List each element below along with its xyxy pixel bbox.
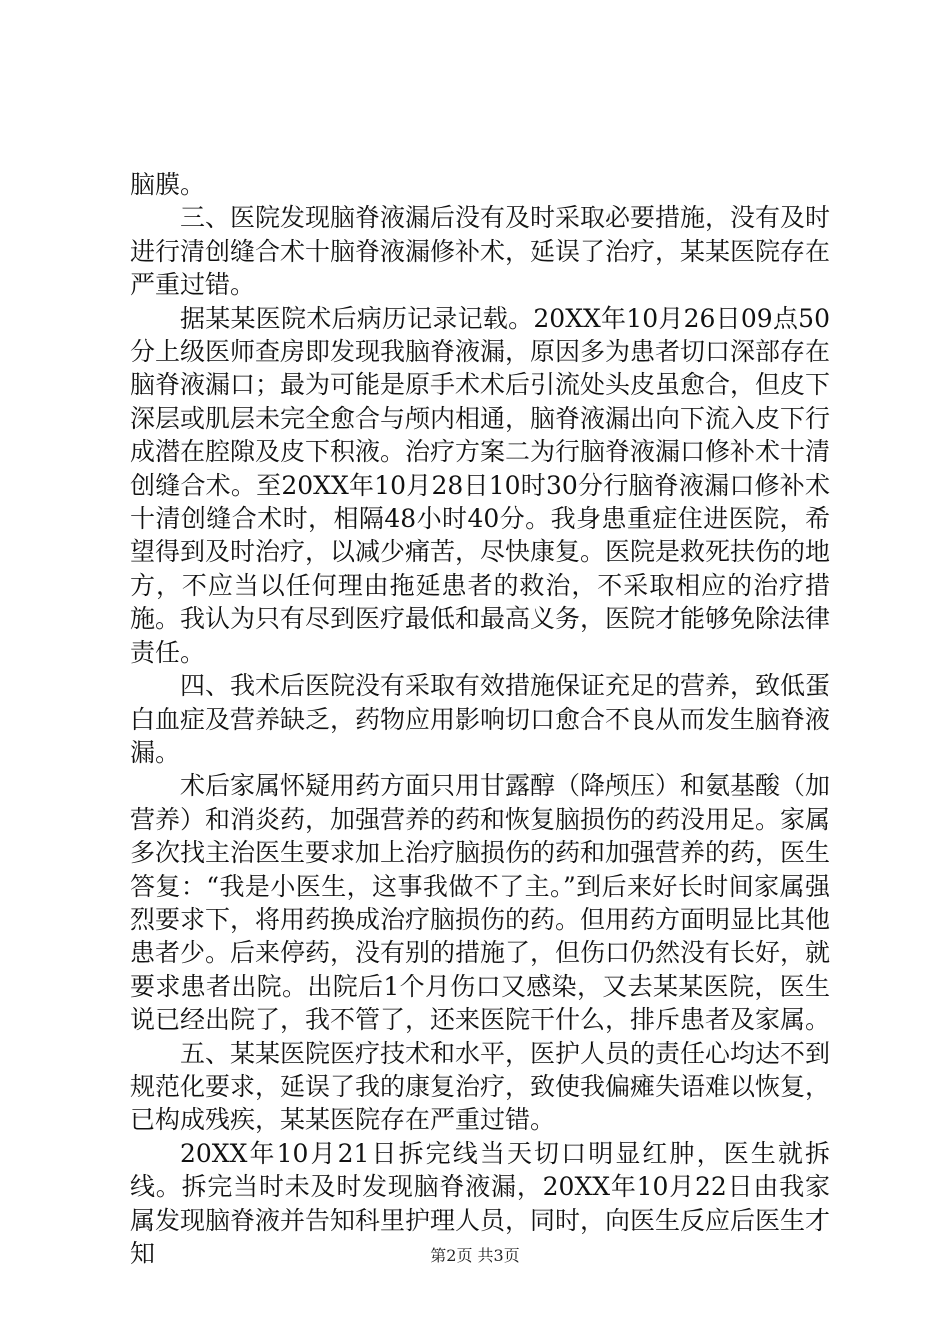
paragraph-record-detail: 据某某医院术后病历记录记载。20XX年10月26日09点50分上级医师查房即发现我脑脊液漏，原因多为患者切口深部存在脑脊液漏口；最为可能是原手术术后引流处头皮虽愈合，但皮下深层或肌层未完全愈合与颅内相通，脑脊液漏出向下流入皮下行成潜在腔隙及皮下积液。治疗方案二为行脑脊液漏口修补术十清创缝合术。至20XX年10月28日10时30分行脑脊液漏口修补术十清创缝合术时，相隔48小时40分。我身患重症住进医院，希望得到及时治疗，以减少痛苦，尽快康复。医院是救死扶伤的地方，不应当以任何理由拖延患者的救治，不采取相应的治疗措施。我认为只有尽到医疗最低和最高义务，医院才能够免除法律责任。 [130,303,831,667]
page-number-footer: 第2页 共3页 [430,1246,520,1265]
paragraph-suture-detail: 20XX年10月21日拆完线当天切口明显红肿，医生就拆线。拆完当时未及时发现脑脊液漏，20XX年10月22日由我家属发现脑脊液并告知科里护理人员，同时，向医生反应后医生才知 [130,1138,831,1268]
paragraph-section-three: 三、医院发现脑脊液漏后没有及时采取必要措施，没有及时进行清创缝合术十脑脊液漏修补术，延误了治疗，某某医院存在严重过错。 [130,203,831,300]
paragraph-continuation: 脑膜。 [130,170,206,199]
paragraph-medication-detail: 术后家属怀疑用药方面只用甘露醇（降颅压）和氨基酸（加营养）和消炎药，加强营养的药和恢复脑损伤的药没用足。家属多次找主治医生要求加上治疗脑损伤的药和加强营养的药，医生答复：“我是小医生，这事我做不了主。”到后来好长时间家属强烈要求下，将用药换成治疗脑损伤的药。但用药方面明显比其他患者少。后来停药，没有别的措施了，但伤口仍然没有长好，就要求患者出院。出院后1个月伤口又感染，又去某某医院，医生说已经出院了，我不管了，还来医院干什么，排斥患者及家属。 [130,771,831,1035]
paragraph-section-four: 四、我术后医院没有采取有效措施保证充足的营养，致低蛋白血症及营养缺乏，药物应用影响切口愈合不良从而发生脑脊液漏。 [130,671,831,767]
paragraph-section-five: 五、某某医院医疗技术和水平，医护人员的责任心均达不到规范化要求，延误了我的康复治疗，致使我偏瘫失语难以恢复，已构成残疾，某某医院存在严重过错。 [130,1038,831,1135]
document-body [130,168,830,1270]
